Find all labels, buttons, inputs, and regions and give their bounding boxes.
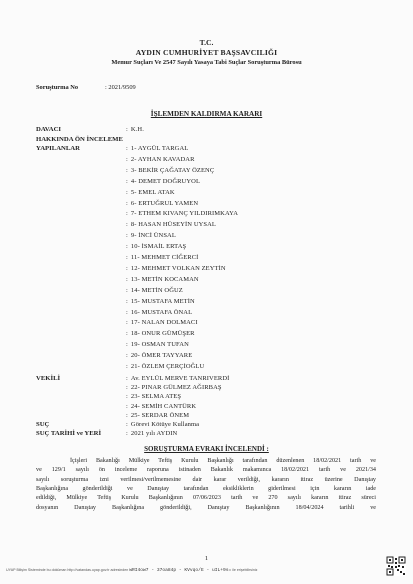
- list-item: : 8- HASAN HÜSEYİN UYSAL: [126, 221, 216, 229]
- list-item-text: 15- MUSTAFA METİN: [130, 297, 195, 305]
- list-item: : 4- DEMET DOĞRUYOL: [126, 177, 201, 185]
- list-item: : Av. EYLÜL MERVE TANRIVERDİ: [126, 375, 230, 382]
- document-title: [0, 110, 413, 118]
- investigation-value: : 2021/9509: [105, 84, 136, 91]
- suc-label: SUÇ: [36, 421, 50, 428]
- list-item: : 6- ERTUĞRUL YAMEN: [126, 199, 199, 207]
- header-tc: T.C.: [199, 38, 214, 47]
- suc-value-row: : Görevi Kötüye Kullanma: [126, 421, 200, 428]
- list-item: : 10- İSMAİL ERTAŞ: [126, 243, 187, 251]
- section-title: [0, 445, 413, 453]
- list-item: : 16- MUSTAFA ÖNAL: [126, 308, 193, 316]
- list-item-text: 21- ÖZLEM ÇERÇİOĞLU: [130, 363, 205, 370]
- suc-tarihi-label: SUÇ TARİHİ ve YERİ: [36, 430, 102, 437]
- list-item-text: 4- DEMET DOĞRUYOL: [130, 177, 201, 185]
- page-number: 1: [204, 555, 209, 562]
- paragraph-line: Başkanlığına gönderildiği ve Danıştay tarafından eksikliklerin giderilmesi için kararın iade: [36, 486, 376, 493]
- list-item-text: 22- PINAR GÜLMEZ AĞIRBAŞ: [130, 384, 222, 392]
- list-item-text: 20- ÖMER TAYYARE: [130, 352, 193, 360]
- list-item-text: 10- İSMAİL ERTAŞ: [130, 243, 187, 251]
- list-item: : 2- AYHAN KAVADAR: [126, 155, 195, 163]
- list-item-text: 17- NALAN DOLMACI: [130, 319, 198, 327]
- qr-code-icon: [386, 556, 406, 576]
- list-item: : 13- METİN KOCAMAN: [126, 275, 199, 283]
- list-item: : 23- SELMA ATEŞ: [126, 393, 182, 401]
- list-item: : 17- NALAN DOLMACI: [126, 319, 198, 327]
- list-item: : 21- ÖZLEM ÇERÇİOĞLU: [126, 363, 205, 370]
- list-item-text: 3- BEKİR ÇAĞATAY ÖZENÇ: [130, 166, 215, 174]
- footer-text: UYAP Bilişim Sisteminde bu doküman http://vatandas.uyap.gov.tr adresinden: [6, 568, 129, 572]
- list-item-text: 24- SEMİH CANTÜRK: [130, 402, 197, 410]
- footer-suffix: ile erişebilirsiniz: [232, 568, 258, 572]
- yapilanlar-label: YAPILANLAR: [36, 145, 80, 152]
- list-item-text: 14- METİN OĞUZ: [130, 286, 183, 294]
- list-item-text: 18- ONUR GÜMÜŞER: [130, 330, 195, 338]
- footer-code: wRI4ow7 - 37oa84p - KVvqo/E - uIL+9s=: [129, 568, 232, 573]
- section-title-text: SORUŞTURMA EVRAKI İNCELENDİ :: [144, 445, 269, 453]
- list-item-text: Av. EYLÜL MERVE TANRIVERDİ: [130, 375, 230, 382]
- list-item-text: 8- HASAN HÜSEYİN UYSAL: [130, 221, 216, 229]
- investigation-number: [36, 84, 136, 91]
- list-item: : 1- AYGÜL TARGAL: [126, 145, 189, 152]
- list-item: : 12- MEHMET VOLKAN ZEYTİN: [126, 264, 226, 272]
- list-item-text: 25- SERDAR ÖNEM: [130, 411, 190, 419]
- list-item: : 7- ETHEM KIVANÇ YILDIRIMKAYA: [126, 210, 239, 218]
- footer-verification: [6, 568, 406, 573]
- list-item-text: 19- OSMAN TUFAN: [130, 341, 189, 349]
- list-item: : 14- METİN OĞUZ: [126, 286, 183, 294]
- list-item-text: 12- MEHMET VOLKAN ZEYTİN: [130, 264, 226, 272]
- document-title-text: İŞLEMDEN KALDIRMA KARARI: [150, 110, 263, 118]
- paragraph-line: İçişleri Bakanlığı Mülkiye Teftiş Kurulu Başkanlığı tarafından düzenlenen 18/02/2021 tarih ve: [70, 458, 376, 464]
- list-item-text: 16- MUSTAFA ÖNAL: [130, 308, 193, 316]
- list-item-text: 13- METİN KOCAMAN: [130, 275, 199, 283]
- davaci-label: DAVACI: [36, 126, 62, 133]
- header-office: AYDIN CUMHURİYET BAŞSAVCILIĞI: [135, 48, 278, 57]
- list-item: : 15- MUSTAFA METİN: [126, 297, 195, 305]
- list-item: : 11- MEHMET CİĞERCİ: [126, 254, 199, 261]
- list-item-text: 1- AYGÜL TARGAL: [130, 145, 189, 152]
- vekili-label: VEKİLİ: [36, 375, 61, 382]
- list-item: : 19- OSMAN TUFAN: [126, 341, 189, 349]
- hakkinda-label: HAKKINDA ÖN İNCELEME: [36, 136, 123, 143]
- suc-value: Görevi Kötüye Kullanma: [130, 421, 200, 428]
- list-item: : 5- EMEL ATAK: [126, 188, 175, 196]
- paragraph-line: edildiği, Mülkiye Teftiş Kurulu Başkanlığının 07/06/2023 tarih ve 270 sayılı kararın itiraz süreci: [36, 495, 376, 502]
- davaci-value: K.H.: [130, 126, 144, 133]
- list-item-text: 6- ERTUĞRUL YAMEN: [130, 199, 199, 207]
- davaci-value-row: : K.H.: [126, 126, 144, 133]
- suc-tarihi-value: 2021 yılı AYDIN: [130, 430, 178, 437]
- list-item-text: 2- AYHAN KAVADAR: [130, 155, 195, 163]
- list-item: : 20- ÖMER TAYYARE: [126, 352, 193, 360]
- list-item-text: 5- EMEL ATAK: [130, 188, 175, 196]
- investigation-label: Soruşturma No: [36, 84, 79, 91]
- list-item: : 9- İNCİ ÜNSAL: [126, 232, 176, 240]
- paragraph-line: sayılı soruşturma izni verilmesi/verilmemesine dair karar verildiği, kararın itiraz üzerine Danıştay: [36, 476, 376, 483]
- list-item: : 25- SERDAR ÖNEM: [126, 411, 190, 419]
- list-item: : 18- ONUR GÜMÜŞER: [126, 330, 195, 338]
- body-paragraph: [36, 457, 376, 513]
- list-item: : 3- BEKİR ÇAĞATAY ÖZENÇ: [126, 166, 215, 174]
- list-item-text: 9- İNCİ ÜNSAL: [130, 232, 176, 240]
- paragraph-line: ve 129/1 sayılı ön inceleme raporuna istinaden Bakanlık makamınca 18/02/2021 tarih ve 2021/34: [36, 467, 376, 474]
- suc-tarihi-value-row: : 2021 yılı AYDIN: [126, 430, 178, 437]
- paragraph-line: dosyanın Danıştay Başkanlığına gönderildiği, Danıştay Başkanlığının 18/04/2024 tarihli ve: [36, 504, 376, 511]
- header-bureau: Memur Suçları Ve 2547 Sayılı Yasaya Tabi Suçlar Soruşturma Bürosu: [111, 59, 302, 66]
- list-item-text: 11- MEHMET CİĞERCİ: [130, 254, 199, 261]
- list-item-text: 23- SELMA ATEŞ: [130, 393, 182, 401]
- list-item: : 24- SEMİH CANTÜRK: [126, 402, 197, 410]
- list-item-text: 7- ETHEM KIVANÇ YILDIRIMKAYA: [130, 210, 239, 218]
- list-item: : 22- PINAR GÜLMEZ AĞIRBAŞ: [126, 384, 222, 392]
